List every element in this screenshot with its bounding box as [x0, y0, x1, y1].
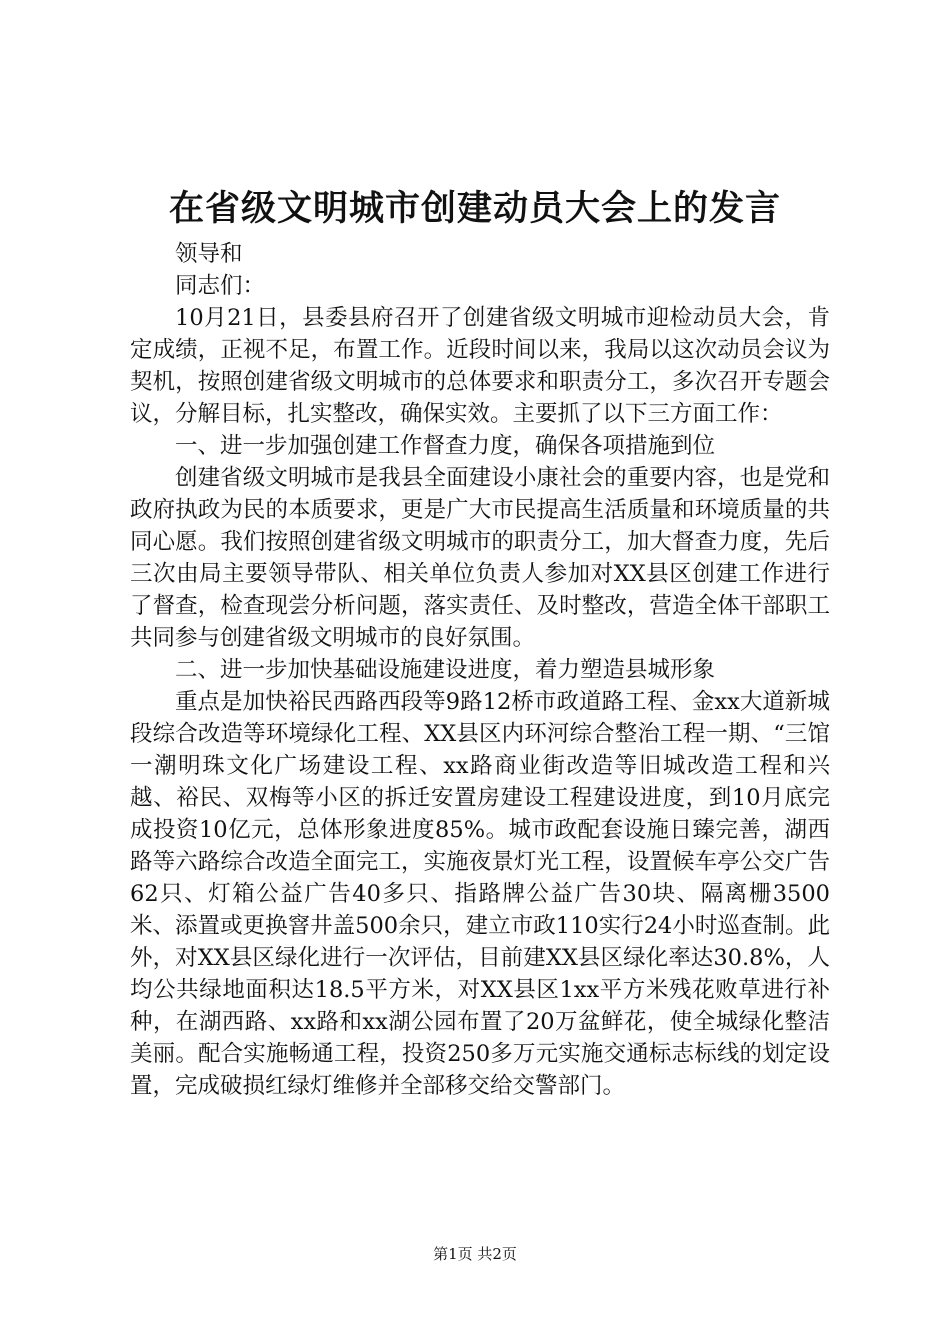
salutation-line-2: 同志们： [175, 273, 266, 299]
section-1-paragraph: 创建省级文明城市是我县全面建设小康社会的重要内容，也是党和政府执政为民的本质要求，更是广大市民提高生活质量和环境质量的共同心愿。我们按照创建省级文明城市的职责分工，加大督查力度，先后三次由局主要领导带队、相关单位负责人参加对XX县区创建工作进行了督查，检查现尝分析问题，落实责任、及时整改，营造全体干部职工共同参与创建省级文明城市的良好氛围。 [130, 465, 830, 651]
intro-paragraph: 10月21日，县委县府召开了创建省级文明城市迎检动员大会，肯定成绩，正视不足，布置工作。近段时间以来，我局以这次动员会议为契机，按照创建省级文明城市的总体要求和职责分工，多次召开专题会议，分解目标，扎实整改，确保实效。主要抓了以下三方面工作： [130, 305, 830, 427]
salutation-line-1: 领导和 [175, 241, 243, 267]
document-body [130, 238, 830, 1102]
section-2-paragraph: 重点是加快裕民西路西段等9路12桥市政道路工程、金xx大道新城段综合改造等环境绿化工程、XX县区内环河综合整治工程一期、“三馆一潮明珠文化广场建设工程、xx路商业街改造等旧城改造工程和兴越、裕民、双梅等小区的拆迁安置房建设工程建设进度，到10月底完成投资10亿元，总体形象进度85%。城市政配套设施日臻完善，湖西路等六路综合改造全面完工，实施夜景灯光工程，设置候车亭公交广告62只、灯箱公益广告40多只、指路牌公益广告30块、隔离栅3500米、添置或更换窨井盖500余只，建立市政110实行24小时巡查制。此外，对XX县区绿化进行一次评估，目前建XX县区绿化率达30.8%，人均公共绿地面积达18.5平方米，对XX县区1xx平方米残花败草进行补种，在湖西路、xx路和xx湖公园布置了20万盆鲜花，使全城绿化整洁美丽。配合实施畅通工程，投资250多万元实施交通标志标线的划定设置，完成破损红绿灯维修并全部移交给交警部门。 [130, 689, 830, 1099]
document-title: 在省级文明城市创建动员大会上的发言 [168, 188, 781, 229]
section-2-heading: 二、进一步加快基础设施建设进度，着力塑造县城形象 [175, 657, 716, 683]
section-1-heading: 一、进一步加强创建工作督查力度，确保各项措施到位 [175, 433, 716, 459]
page-footer: 第1页 共2页 [433, 1245, 517, 1263]
